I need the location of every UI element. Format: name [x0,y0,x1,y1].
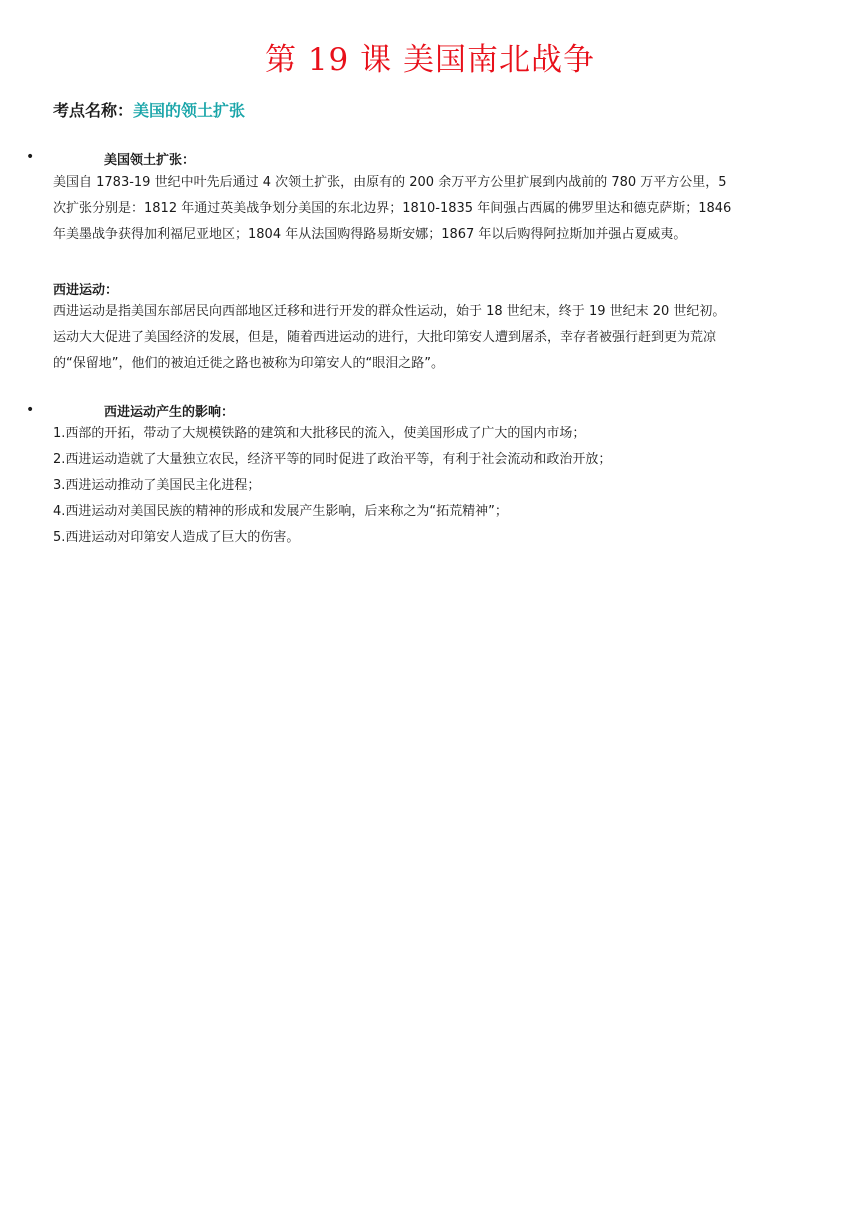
impact-list [53,421,823,551]
list-item: 2.西进运动造就了大量独立农民，经济平等的同时促进了政治平等，有利于社会流动和政治开放； [53,452,612,467]
paragraph-territory [53,170,823,248]
topic-value: 美国的领土扩张 [133,101,246,120]
paragraph-line: 次扩张分别是：1812 年通过英美战争划分美国的东北边界；1810-1835 年间强占西属的佛罗里达和德克萨斯；1846 [53,201,732,216]
topic-label: 考点名称： [53,101,134,120]
list-item: 3.西进运动推动了美国民主化进程； [53,478,261,493]
paragraph-line: 年美墨战争获得加利福尼亚地区；1804 年从法国购得路易斯安娜；1867 年以后购得阿拉斯加并强占夏威夷。 [53,227,687,242]
paragraph-line: 运动大大促进了美国经济的发展，但是，随着西进运动的进行，大批印第安人遭到屠杀，幸存者被强行赶到更为荒凉 [53,330,717,345]
bullet-icon: • [26,402,35,418]
paragraph-line: 西进运动是指美国东部居民向西部地区迁移和进行开发的群众性运动，始于 18 世纪末，终于 19 世纪末 20 世纪初。 [53,304,726,319]
bullet-icon: • [26,149,35,165]
page-title: 第 19 课 美国南北战争 [264,42,595,78]
paragraph-westward [53,299,823,377]
list-item: 5.西进运动对印第安人造成了巨大的伤害。 [53,530,300,545]
section-heading-impact: 西进运动产生的影响： [104,405,235,420]
list-item: 4.西进运动对美国民族的精神的形成和发展产生影响，后来称之为“拓荒精神”； [53,504,508,519]
section-heading-westward: 西进运动： [53,283,119,298]
paragraph-line: 美国自 1783-19 世纪中叶先后通过 4 次领土扩张，由原有的 200 余万平方公里扩展到内战前的 780 万平方公里，5 [53,175,727,190]
topic-line [53,98,245,121]
list-item: 1.西部的开拓，带动了大规模铁路的建筑和大批移民的流入，使美国形成了广大的国内市场； [53,426,586,441]
paragraph-line: 的“保留地”，他们的被迫迁徙之路也被称为印第安人的“眼泪之路”。 [53,356,444,371]
section-heading-territory: 美国领土扩张： [104,153,196,168]
